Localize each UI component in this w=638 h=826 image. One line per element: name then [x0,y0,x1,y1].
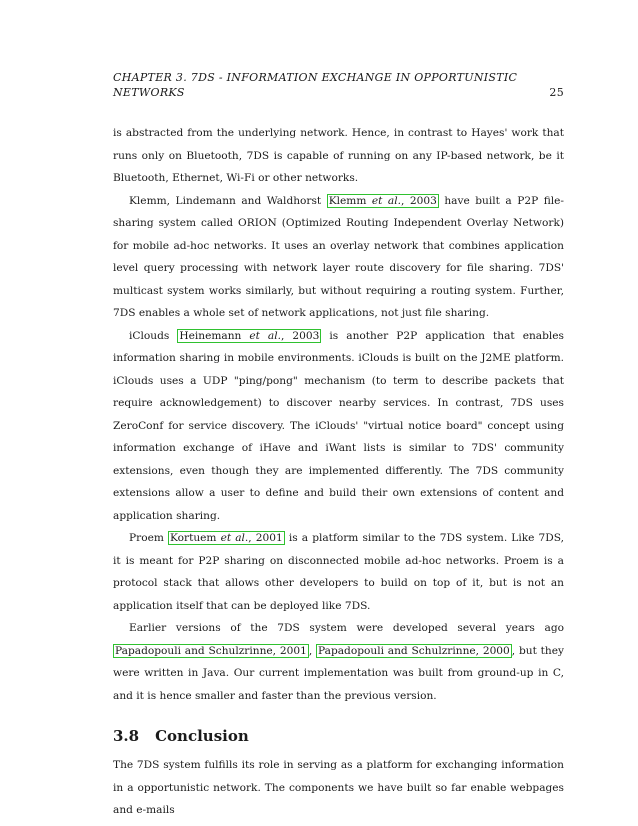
citation-link[interactable] [168,531,285,545]
page-body [113,122,564,822]
citation-text: Kortuem [170,532,221,544]
paragraph-text: Earlier versions of the 7DS system were developed several years ago [129,622,564,634]
citation-text: Heinemann [179,329,250,342]
paragraph-text: is abstracted from the underlying network. Hence, in contrast to Hayes' work that runs only on Bluetooth, 7DS is capable of running on any IP-based network, be it Bluetooth, Ethernet, Wi-Fi or other networks. [113,127,564,184]
citation-text: , 2003 [400,194,437,207]
citation-link[interactable] [177,329,321,343]
body-paragraph [113,122,564,190]
body-paragraph [113,325,564,528]
citation-text: , 2001 [248,532,283,544]
chapter-title-line-2: NETWORKS [113,86,185,99]
paragraph-text: have built a P2P file-sharing system called ORION (Optimized Routing Independent Overlay Network) for mobile ad-hoc networks. It uses an overlay network that combines application level query processing with network layer route discovery for file sharing. 7DS' multicast system works similarly, but without requiring a routing system. Further, 7DS enables a whole set of network applications, not just file sharing. [113,194,565,319]
paragraph-text: , [308,644,316,657]
citation-link[interactable] [327,194,439,208]
citation-text: Papadopouli and Schulzrinne, 2001 [115,644,307,657]
citation-text: et al. [249,329,282,342]
body-paragraph [113,617,564,707]
citation-link[interactable] [113,644,309,658]
section-title: Conclusion [155,727,249,745]
paragraph-text: , but they were written in Java. Our current implementation was built from ground-up in C, and it is hence smaller and faster than the previous version. [113,644,564,702]
chapter-title-line: CHAPTER 3. 7DS - INFORMATION EXCHANGE IN OPPORTUNISTIC [113,71,518,84]
paragraph-text: iClouds [129,329,178,342]
paragraphs [113,122,564,707]
section-number: 3.8 [113,727,140,745]
paragraph-text: is another P2P application that enables information sharing in mobile environments. iClouds is built on the J2ME platform. iClouds uses a UDP "ping/pong" mechanism (to term to describe packets that require acknowledgement) to discover nearby services. In contrast, 7DS uses ZeroConf for service discovery. The iClouds' "virtual notice board" concept using information exchange of iHave and iWant lists is similar to 7DS' community extensions, even though they are implemented differently. The 7DS community extensions allow a user to define and build their own extensions of content and application sharing. [113,329,564,522]
body-paragraph [113,190,564,325]
page-number: 25 [549,86,564,99]
citation-link[interactable] [316,644,512,658]
paragraph-text: Klemm, Lindemann and Waldhorst [129,194,327,207]
section-heading [113,724,564,748]
closing-paragraph: The 7DS system fulfills its role in serving as a platform for exchanging information in a opportunistic network. The components we have built so far enable webpages and e-mails [113,759,564,816]
citation-text: Papadopouli and Schulzrinne, 2000 [317,644,510,657]
paragraph-text: Proem [129,532,168,544]
body-paragraph [113,527,564,617]
citation-text: et al. [220,532,249,544]
citation-text: , 2003 [281,329,320,342]
citation-text: Klemm [328,194,372,207]
running-header [113,70,564,100]
citation-text: et al. [371,194,401,207]
paragraph-text: is a platform similar to the 7DS system. Like 7DS, it is meant for P2P sharing on disconnected mobile ad-hoc networks. Proem is a protocol stack that allows other developers to build on top of it, but is not an application itself that can be deployed like 7DS. [113,532,564,612]
